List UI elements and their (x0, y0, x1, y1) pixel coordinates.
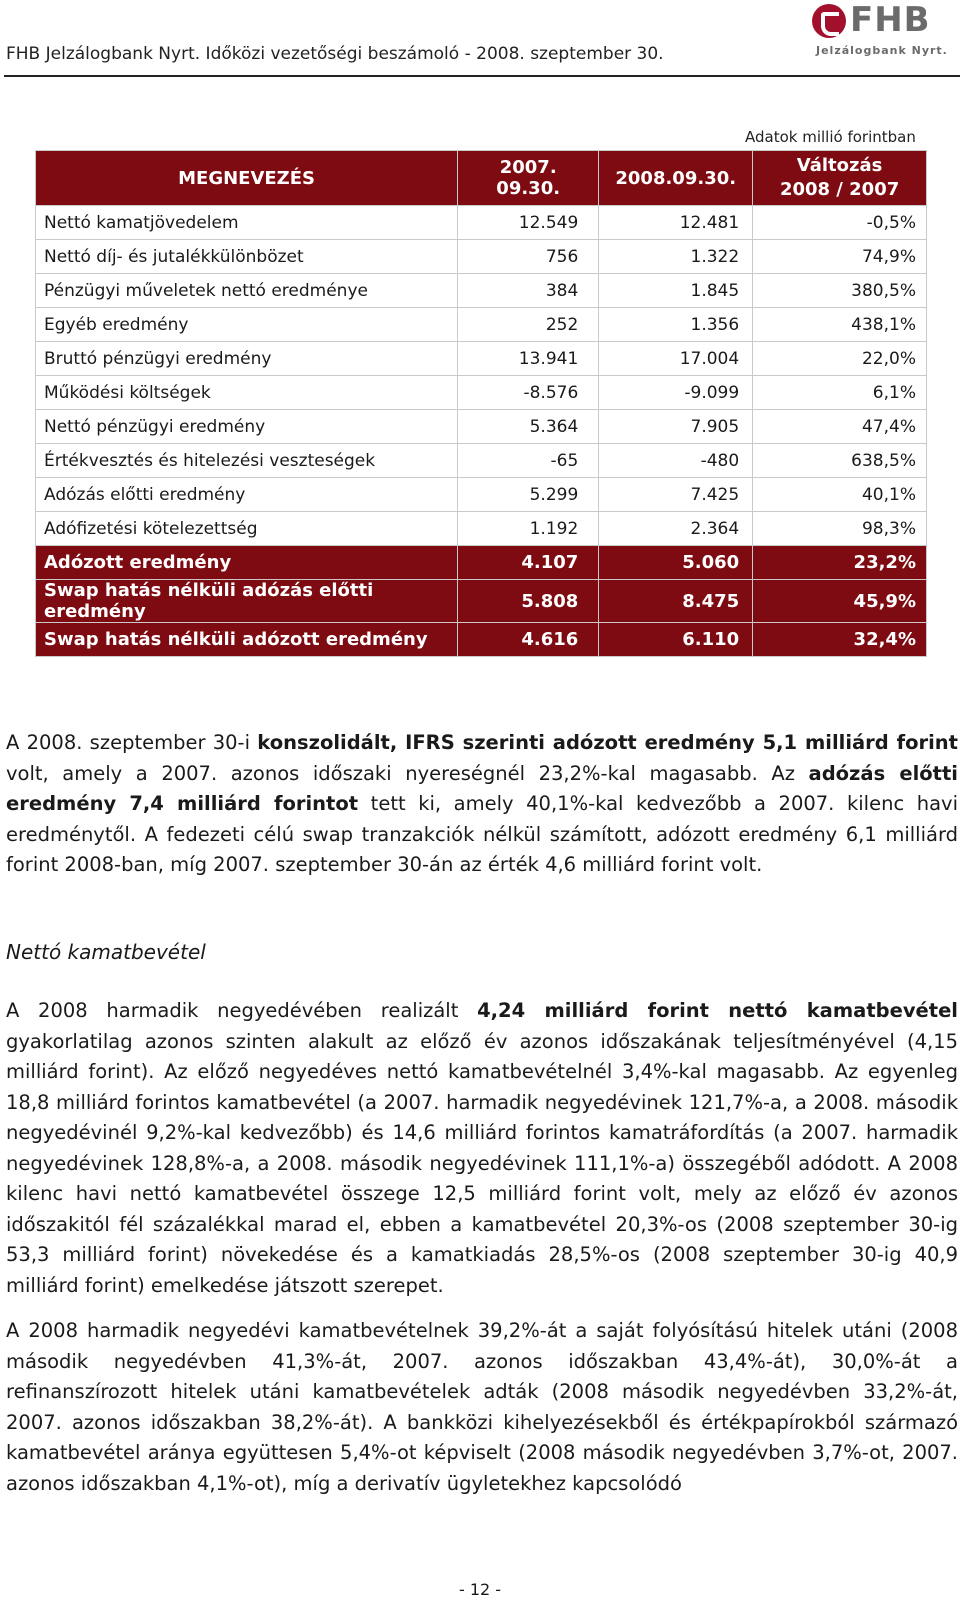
value-2007-cell: -8.576 (458, 376, 599, 410)
row-name-cell: Pénzügyi műveletek nettó eredménye (36, 274, 458, 308)
value-2008-cell: 6.110 (599, 623, 753, 657)
page-header (0, 0, 960, 80)
table-row (36, 274, 927, 308)
row-name-cell: Adófizetési kötelezettség (36, 512, 458, 546)
value-2007-cell: 4.107 (458, 546, 599, 580)
row-name-cell: Egyéb eredmény (36, 308, 458, 342)
paragraph-text: tett ki, amely 40,1%-kal kedvezőbb a 2007. kilenc havi eredménytől. A fedezeti célú swap tranzakciók nélkül számított, adózott eredmény 6,1 milliárd forint 2008-ban, míg 2007. szeptember 30-án az érték 4,6 milliárd forint volt. (6, 792, 959, 876)
change-cell: 22,0% (753, 342, 927, 376)
value-2007-cell: 5.299 (458, 478, 599, 512)
change-cell: 23,2% (753, 546, 927, 580)
value-2007-cell: 13.941 (458, 342, 599, 376)
row-name-cell: Nettó pénzügyi eredmény (36, 410, 458, 444)
change-cell: -0,5% (753, 206, 927, 240)
interest-breakdown-paragraph: A 2008 harmadik negyedévi kamatbevételnek 39,2%-át a saját folyósítású hitelek utáni (2008 második negyedévben 41,3%-át, 2007. azonos időszakban 43,4%-át), 30,0%-át a refinanszírozott hitelek utáni kamatbevételek adták (2008 második negyedévben 33,2%-át, 2007. azonos időszakban 38,2%-át). A bankközi kihelyezésekből és értékpapírokból származó kamatbevétel aránya együttesen 5,4%-ot képviselt (2008 második negyedévben 3,7%-ot, 2007. azonos időszakban 4,1%-ot), míg a derivatív ügyletekhez kapcsolódó (6, 1319, 958, 1495)
logo-text: FHB (850, 0, 931, 40)
value-2008-cell: 2.364 (599, 512, 753, 546)
value-2007-cell: -65 (458, 444, 599, 478)
paragraph-text: A 2008 harmadik negyedévében realizált (6, 999, 478, 1022)
table-header-row (36, 151, 927, 206)
paragraph-text: gyakorlatilag azonos szinten alakult az előző év azonos időszakának teljesítményével (4,15 milliárd forint). Az előző negyedéves nettó kamatbevételnél 3,4%-kal magasabb. Az egyenleg 18,8 milliárd forintos kamatbevétel (a 2007. harmadik negyedévinek 121,7%-a, a 2008. második negyedévinél 9,2%-kal kedvezőbb) és 14,6 milliárd forintos kamatráfordítás (a 2007. harmadik negyedévinek 128,8%-a, a 2008. második negyedévinek 111,1%-a) összegéből adódott. A 2008 kilenc havi nettó kamatbevétel összege 12,5 milliárd forint volt, mely az előző év azonos időszakitól fél százalékkal marad el, ebben a kamatbevétel 20,3%-os (2008 szeptember 30-ig 53,3 milliárd forint) növekedése és a kamatkiadás 28,5%-os (2008 szeptember 30-ig 40,9 milliárd forint) emelkedése játszott szerepet. (6, 1029, 958, 1297)
results-paragraph (6, 728, 958, 881)
table-row (36, 512, 927, 546)
table-row (36, 623, 927, 657)
row-name-cell: Adózott eredmény (36, 546, 458, 580)
page-number: - 12 - (458, 1580, 502, 1599)
table-row (36, 240, 927, 274)
change-cell: 45,9% (753, 580, 927, 623)
value-2007-cell: 4.616 (458, 623, 599, 657)
interest-paragraph (6, 996, 958, 1301)
row-name-cell: Swap hatás nélküli adózás előtti eredmény (36, 580, 458, 623)
table-row (36, 376, 927, 410)
change-cell: 438,1% (753, 308, 927, 342)
value-2008-cell: -480 (599, 444, 753, 478)
fhb-logo (812, 0, 948, 62)
value-2008-cell: -9.099 (599, 376, 753, 410)
change-cell: 638,5% (753, 444, 927, 478)
value-2008-cell: 7.905 (599, 410, 753, 444)
header-divider (4, 75, 960, 77)
row-name-cell: Adózás előtti eredmény (36, 478, 458, 512)
value-2007-cell: 384 (458, 274, 599, 308)
column-header-change (753, 151, 927, 206)
row-name-cell: Bruttó pénzügyi eredmény (36, 342, 458, 376)
table-row (36, 546, 927, 580)
row-name-cell: Működési költségek (36, 376, 458, 410)
value-2007-cell: 252 (458, 308, 599, 342)
table-row (36, 444, 927, 478)
value-2007-cell: 756 (458, 240, 599, 274)
table-row (36, 342, 927, 376)
table-row (36, 580, 927, 623)
fhb-logo-icon (812, 4, 846, 38)
change-cell: 40,1% (753, 478, 927, 512)
column-header-2008: 2008.09.30. (599, 151, 753, 206)
change-cell: 74,9% (753, 240, 927, 274)
paragraph-text: A 2008. szeptember 30-i (6, 731, 258, 754)
value-2007-cell: 12.549 (458, 206, 599, 240)
row-name-cell: Nettó kamatjövedelem (36, 206, 458, 240)
value-2008-cell: 1.845 (599, 274, 753, 308)
row-name-cell: Értékvesztés és hitelezési veszteségek (36, 444, 458, 478)
table-row (36, 478, 927, 512)
row-name-cell: Swap hatás nélküli adózott eredmény (36, 623, 458, 657)
value-2007-cell: 5.364 (458, 410, 599, 444)
column-header-2007: 2007. 09.30. (458, 151, 599, 206)
value-2008-cell: 7.425 (599, 478, 753, 512)
table-row (36, 206, 927, 240)
column-header-name: MEGNEVEZÉS (36, 151, 458, 206)
financial-table (35, 150, 927, 657)
paragraph-bold-text: 4,24 milliárd forint nettó kamatbevétel (477, 999, 958, 1022)
value-2008-cell: 12.481 (599, 206, 753, 240)
units-note: Adatok millió forintban (745, 128, 916, 146)
value-2007-cell: 5.808 (458, 580, 599, 623)
change-cell: 98,3% (753, 512, 927, 546)
value-2007-cell: 1.192 (458, 512, 599, 546)
paragraph-text: volt, amely a 2007. azonos időszaki nyereségnél 23,2%-kal magasabb. Az (6, 761, 809, 785)
table-row (36, 410, 927, 444)
change-cell: 47,4% (753, 410, 927, 444)
value-2008-cell: 17.004 (599, 342, 753, 376)
paragraph-bold-text: konszolidált, IFRS szerinti adózott eredmény 5,1 milliárd forint (257, 731, 958, 754)
value-2008-cell: 5.060 (599, 546, 753, 580)
change-cell: 32,4% (753, 623, 927, 657)
change-header-line2: 2008 / 2007 (779, 179, 900, 200)
row-name-cell: Nettó díj- és jutalékkülönbözet (36, 240, 458, 274)
logo-subtext: Jelzálogbank Nyrt. (816, 44, 948, 57)
change-cell: 380,5% (753, 274, 927, 308)
value-2008-cell: 1.322 (599, 240, 753, 274)
change-header-line1: Változás (796, 155, 883, 176)
change-cell: 6,1% (753, 376, 927, 410)
value-2008-cell: 1.356 (599, 308, 753, 342)
document-title: FHB Jelzálogbank Nyrt. Időközi vezetőségi beszámoló - 2008. szeptember 30. (6, 44, 664, 64)
section-title: Nettó kamatbevétel (6, 940, 206, 964)
value-2008-cell: 8.475 (599, 580, 753, 623)
table-row (36, 308, 927, 342)
paragraph-bold-text: adózás előtti eredmény 7,4 milliárd forintot (6, 761, 958, 815)
